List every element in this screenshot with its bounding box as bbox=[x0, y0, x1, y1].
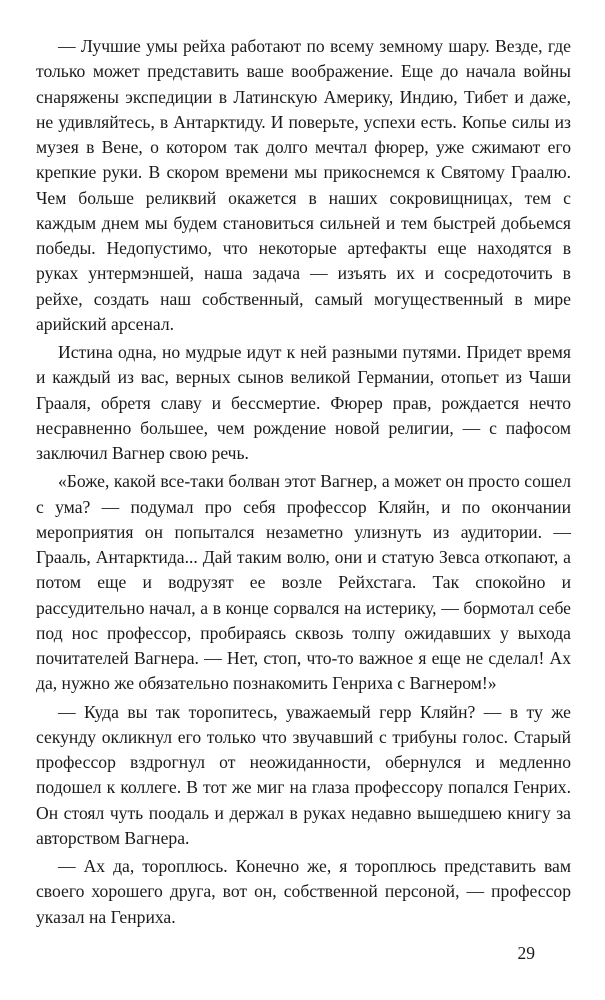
paragraph-1: — Лучшие умы рейха работают по всему земному шару. Везде, где только может представить ваше воображение. Еще до начала войны снаряжены экспедиции в Латинскую Америку, Индию, Тибет и даже, не удивляйтесь, в Антарктиду. И поверьте, успехи есть. Копье силы из музея в Вене, о котором так долго мечтал фюрер, уже сжимают его крепкие руки. В скором времени мы прикоснемся к Святому Граалю. Чем больше реликвий окажется в наших сокровищницах, тем с каждым днем мы будем становиться сильней и тем быстрей добьемся победы. Недопустимо, что некоторые артефакты еще находятся в руках унтермэншей, наша задача — изъять их и сосредоточить в рейхе, создать наш собственный, самый могущественный в мире арийский арсенал. bbox=[36, 36, 571, 334]
paragraph-4: — Куда вы так торопитесь, уважаемый герр Кляйн? — в ту же секунду окликнул его только что звучавший с трибуны голос. Старый профессор вздрогнул от неожиданности, обернулся и медленно подошел к коллеге. В тот же миг на глаза профессору попался Генрих. Он стоял чуть поодаль и держал в руках недавно вышедшею книгу за авторством Вагнера. bbox=[36, 701, 571, 848]
paragraph-3: «Боже, какой все-таки болван этот Вагнер, а может он просто сошел с ума? — подумал про себя профессор Кляйн, и по окончании мероприятия он попытался незаметно улизнуть из аудитории. — Грааль, Антарктида... Дай таким волю, они и статую Зевса откопают, а потом еще и водрузят ее возле Рейхстага. Так спокойно и рассудительно начал, а в конце сорвался на истерику, — бормотал себе под нос профессор, пробираясь сквозь толпу ожидавших у выхода почитателей Вагнера. — Нет, стоп, что-то важное я еще не сделал! Ах да, нужно же обязательно познакомить Генриха с Вагнером!» bbox=[36, 471, 571, 694]
page-number: 29 bbox=[517, 943, 535, 963]
body-text bbox=[36, 34, 571, 933]
paragraph-5: — Ах да, тороплюсь. Конечно же, я тороплюсь представить вам своего хорошего друга, вот он, собственной персоной, — профессор указал на Генриха. bbox=[36, 856, 571, 927]
paragraph-2: Истина одна, но мудрые идут к ней разными путями. Придет время и каждый из вас, верных сынов великой Германии, отопьет из Чаши Грааля, обретя славу и бессмертие. Фюрер прав, рождается нечто несравненно большее, чем рождение новой религии, — с пафосом заключил Вагнер свою речь. bbox=[36, 342, 571, 463]
